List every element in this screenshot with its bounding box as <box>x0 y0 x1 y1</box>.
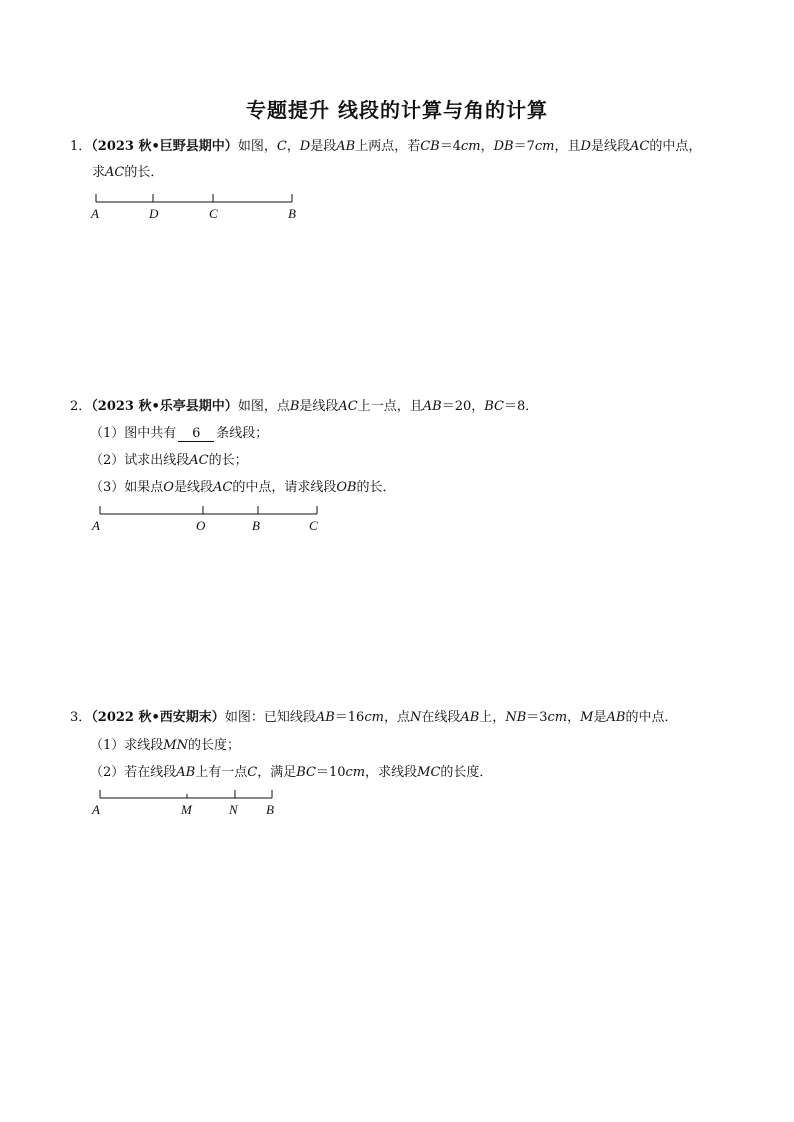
text: 如图，点 <box>237 399 290 414</box>
text: 求 <box>92 165 106 180</box>
var: AB <box>336 139 356 154</box>
text: 的中点． <box>625 710 678 725</box>
text: 上有一点 <box>195 765 248 780</box>
var: AB <box>176 765 196 780</box>
point-label: B <box>266 802 274 817</box>
text: 是 <box>593 710 607 725</box>
text: 是段 <box>310 139 337 154</box>
text: ＝10 <box>315 765 346 780</box>
problem-number: 3． <box>70 710 92 725</box>
text: （2）若在线段 <box>90 765 177 780</box>
var: AC <box>189 453 209 468</box>
segment-diagram-2 <box>88 500 348 540</box>
problem-3-q2 <box>90 764 492 782</box>
var: cm <box>547 710 568 725</box>
text: 是线段 <box>173 480 213 495</box>
var: B <box>289 399 300 414</box>
problem-1-line-1 <box>70 138 701 156</box>
var: MC <box>417 765 441 780</box>
problem-source: （2023 秋•乐亭县期中） <box>91 399 238 414</box>
point-label: N <box>229 802 238 817</box>
var: AC <box>212 480 233 495</box>
text: 如图：已知线段 <box>224 710 316 725</box>
var: MN <box>163 738 188 753</box>
text: （1）图中共有 <box>90 426 177 441</box>
var: C <box>247 765 258 780</box>
point-label: C <box>309 518 318 533</box>
text: ， <box>286 139 300 154</box>
text: ＝4 <box>439 139 461 154</box>
var: BC <box>484 399 505 414</box>
var: cm <box>461 139 481 154</box>
text: 条线段； <box>216 426 269 441</box>
point-label: A <box>92 802 100 817</box>
point-label: D <box>149 206 159 221</box>
text: 在线段 <box>421 710 461 725</box>
point-label: C <box>209 206 218 221</box>
problem-2-line-1 <box>70 398 538 416</box>
problem-3-q1 <box>90 737 240 755</box>
var: NB <box>505 710 527 725</box>
text: 上， <box>479 710 506 725</box>
point-label: B <box>252 518 260 533</box>
var: AB <box>606 710 626 725</box>
problem-number: 2． <box>70 399 92 414</box>
var: AB <box>460 710 480 725</box>
var: AB <box>315 710 335 725</box>
point-label: A <box>91 206 99 221</box>
var: BC <box>296 765 316 780</box>
var: N <box>409 710 422 725</box>
segment-diagram-1 <box>88 188 348 228</box>
text: ＝3 <box>526 710 548 725</box>
text: 的长． <box>124 165 164 180</box>
var: CB <box>420 139 440 154</box>
text: 的长； <box>208 453 248 468</box>
text: ，求线段 <box>365 765 418 780</box>
problem-1-line-2 <box>92 164 163 182</box>
var: AB <box>422 399 442 414</box>
problem-3-line-1 <box>70 709 677 727</box>
text: ，满足 <box>257 765 297 780</box>
text: 是线段 <box>590 139 630 154</box>
text: ， <box>480 139 494 154</box>
point-label: M <box>181 802 192 817</box>
point-label: B <box>288 206 296 221</box>
text: （2）试求出线段 <box>90 453 190 468</box>
var: O <box>163 480 174 495</box>
text: 的长度． <box>440 765 493 780</box>
var: AC <box>338 399 358 414</box>
text: 的中点， <box>649 139 702 154</box>
problem-source: （2022 秋•西安期末） <box>91 710 225 725</box>
text: 的长． <box>356 480 396 495</box>
text: ， <box>567 710 581 725</box>
text: （1）求线段 <box>90 738 164 753</box>
text: ，且 <box>554 139 581 154</box>
var: M <box>580 710 594 725</box>
text: 如图， <box>237 139 277 154</box>
problem-source: （2023 秋•巨野县期中） <box>91 139 238 154</box>
var: D <box>580 139 591 154</box>
page-title: 专题提升 线段的计算与角的计算 <box>246 98 548 122</box>
problem-2-q3 <box>90 479 396 497</box>
var: D <box>299 139 311 154</box>
text: ，点 <box>383 710 410 725</box>
var: cm <box>364 710 384 725</box>
text: ＝20， <box>441 399 485 414</box>
var: OB <box>336 480 357 495</box>
problem-number: 1． <box>70 139 92 154</box>
text: 的长度； <box>187 738 240 753</box>
var: C <box>276 139 287 154</box>
text: （3）如果点 <box>90 480 164 495</box>
var: AC <box>105 165 125 180</box>
problem-2-q1 <box>90 425 268 443</box>
var: cm <box>534 139 555 154</box>
var: DB <box>493 139 514 154</box>
text: ＝8． <box>504 399 539 414</box>
text: 是线段 <box>299 399 339 414</box>
point-label: O <box>196 518 206 533</box>
text: 上一点，且 <box>357 399 423 414</box>
var: cm <box>345 765 366 780</box>
text: 的中点，请求线段 <box>232 480 337 495</box>
text: 上两点，若 <box>355 139 421 154</box>
text: ＝7 <box>513 139 535 154</box>
text: ＝16 <box>334 710 365 725</box>
problem-2-q2 <box>90 452 248 470</box>
point-label: A <box>92 518 100 533</box>
var: AC <box>629 139 650 154</box>
answer-blank: 6 <box>178 426 214 442</box>
segment-diagram-3 <box>88 784 348 824</box>
